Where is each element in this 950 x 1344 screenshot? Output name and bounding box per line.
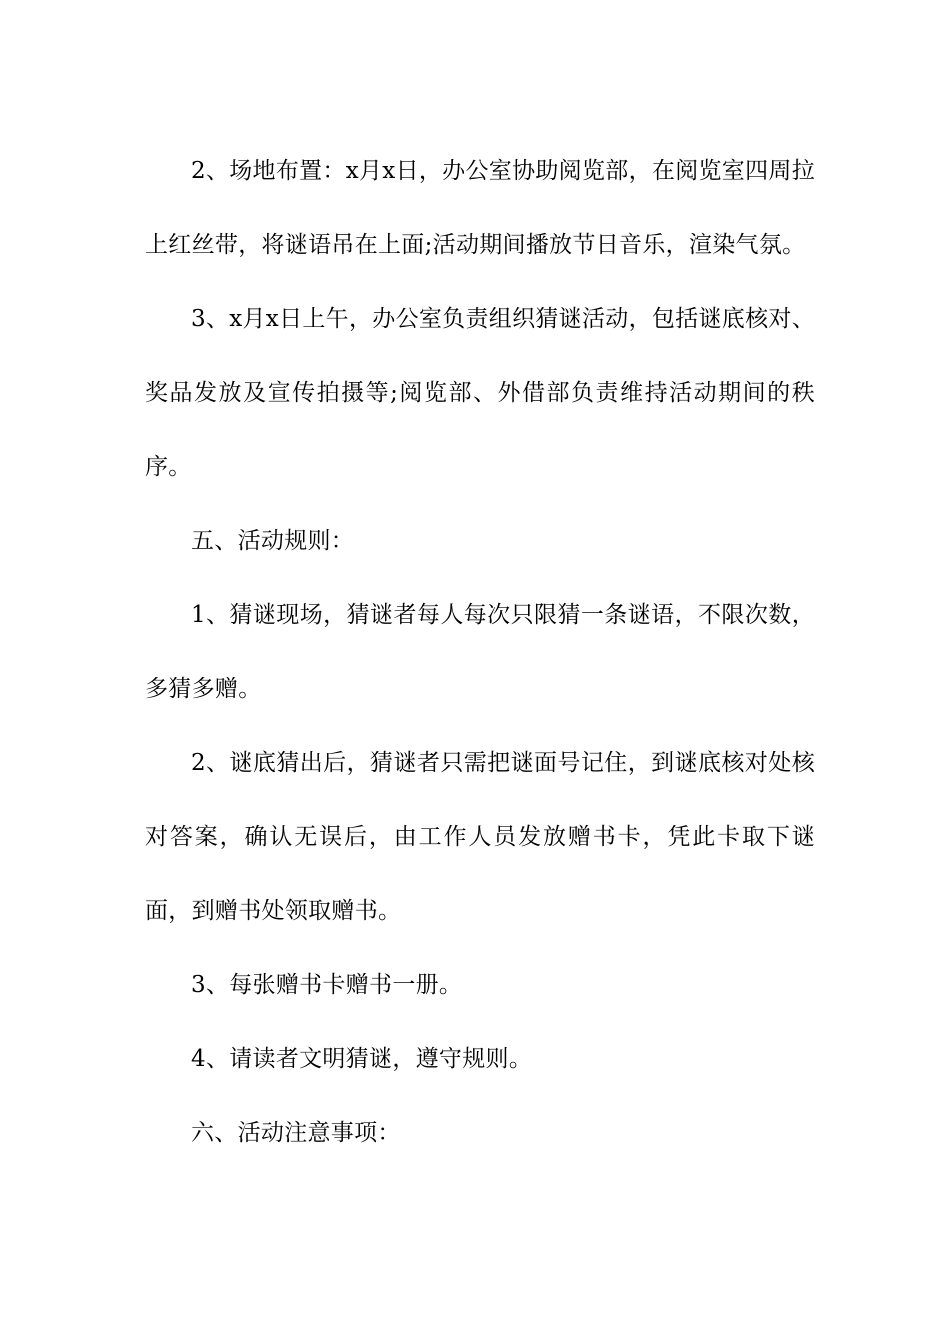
paragraph-rule-4: 4、请读者文明猜谜，遵守规则。 xyxy=(191,1046,533,1072)
paragraph-venue-setup: 2、场地布置：x月x日，办公室协助阅览部，在阅览室四周拉上红丝带，将谜语吊在上面;活动期间播放节日音乐，渲染气氛。 xyxy=(145,158,815,258)
section-heading-rules: 五、活动规则： xyxy=(191,528,355,554)
paragraph-organization: 3、x月x日上午，办公室负责组织猜谜活动，包括谜底核对、奖品发放及宣传拍摄等;阅览部、外借部负责维持活动期间的秩序。 xyxy=(145,306,815,480)
paragraph-rule-3: 3、每张赠书卡赠书一册。 xyxy=(191,972,463,998)
section-heading-notes: 六、活动注意事项： xyxy=(191,1120,401,1146)
paragraph-rule-2: 2、谜底猜出后，猜谜者只需把谜面号记住，到谜底核对处核对答案，确认无误后，由工作人员发放赠书卡，凭此卡取下谜面，到赠书处领取赠书。 xyxy=(145,750,815,924)
document-body xyxy=(145,134,815,1170)
paragraph-rule-1: 1、猜谜现场，猜谜者每人每次只限猜一条谜语，不限次数，多猜多赠。 xyxy=(145,602,815,702)
